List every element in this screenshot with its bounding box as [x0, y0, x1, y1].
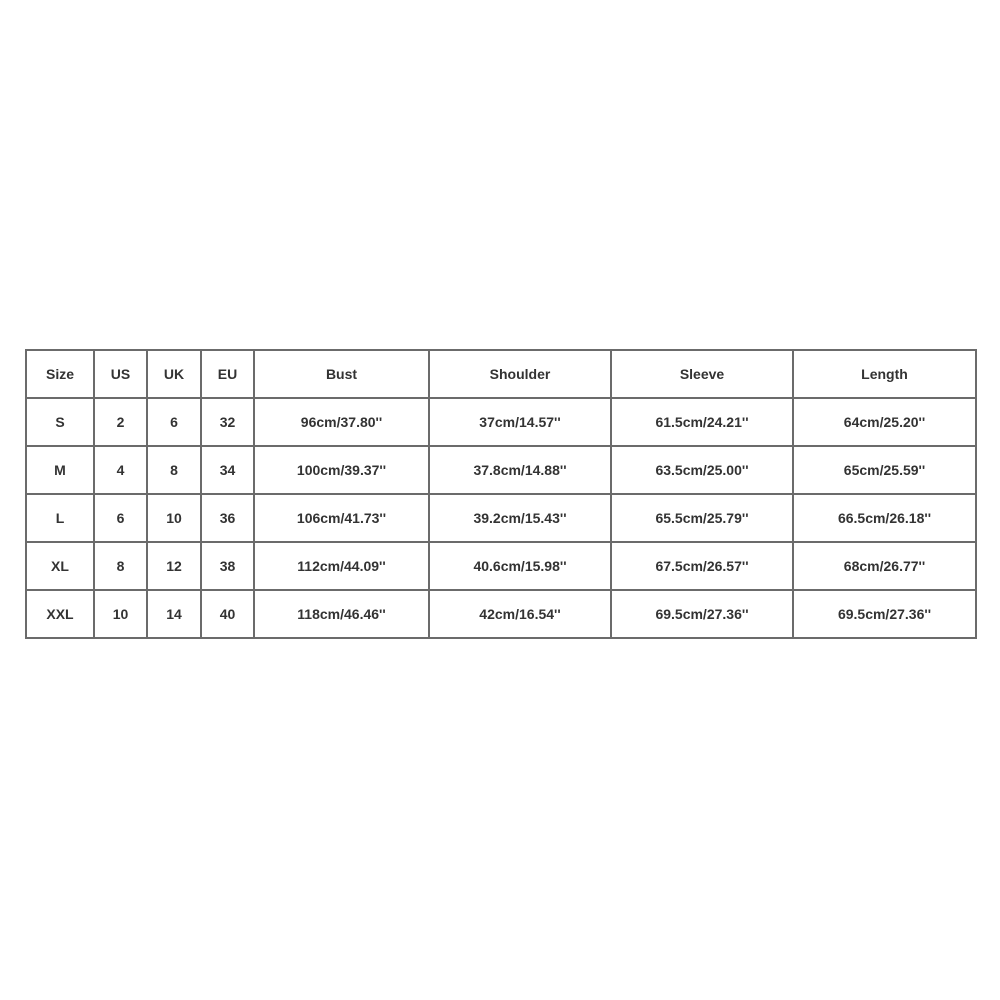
cell-sleeve: 63.5cm/25.00'' — [611, 446, 793, 494]
cell-length: 66.5cm/26.18'' — [793, 494, 976, 542]
cell-shoulder: 40.6cm/15.98'' — [429, 542, 611, 590]
table-row — [26, 398, 976, 446]
cell-length: 68cm/26.77'' — [793, 542, 976, 590]
cell-sleeve: 65.5cm/25.79'' — [611, 494, 793, 542]
cell-bust: 100cm/39.37'' — [254, 446, 429, 494]
cell-eu: 32 — [201, 398, 254, 446]
cell-size: XXL — [26, 590, 94, 638]
table-row — [26, 590, 976, 638]
cell-shoulder: 37cm/14.57'' — [429, 398, 611, 446]
cell-uk: 10 — [147, 494, 201, 542]
cell-shoulder: 39.2cm/15.43'' — [429, 494, 611, 542]
cell-bust: 112cm/44.09'' — [254, 542, 429, 590]
table-row — [26, 542, 976, 590]
cell-uk: 8 — [147, 446, 201, 494]
cell-uk: 12 — [147, 542, 201, 590]
cell-us: 4 — [94, 446, 147, 494]
header-size: Size — [26, 350, 94, 398]
cell-size: M — [26, 446, 94, 494]
cell-size: XL — [26, 542, 94, 590]
cell-uk: 14 — [147, 590, 201, 638]
cell-sleeve: 69.5cm/27.36'' — [611, 590, 793, 638]
cell-shoulder: 42cm/16.54'' — [429, 590, 611, 638]
cell-size: L — [26, 494, 94, 542]
cell-uk: 6 — [147, 398, 201, 446]
cell-us: 8 — [94, 542, 147, 590]
header-bust: Bust — [254, 350, 429, 398]
cell-eu: 36 — [201, 494, 254, 542]
header-uk: UK — [147, 350, 201, 398]
header-sleeve: Sleeve — [611, 350, 793, 398]
cell-sleeve: 61.5cm/24.21'' — [611, 398, 793, 446]
cell-size: S — [26, 398, 94, 446]
cell-us: 6 — [94, 494, 147, 542]
cell-bust: 106cm/41.73'' — [254, 494, 429, 542]
cell-eu: 40 — [201, 590, 254, 638]
cell-length: 65cm/25.59'' — [793, 446, 976, 494]
table-header-row — [26, 350, 976, 398]
header-us: US — [94, 350, 147, 398]
cell-length: 64cm/25.20'' — [793, 398, 976, 446]
size-chart-table — [25, 349, 977, 639]
header-shoulder: Shoulder — [429, 350, 611, 398]
cell-us: 2 — [94, 398, 147, 446]
cell-bust: 96cm/37.80'' — [254, 398, 429, 446]
header-eu: EU — [201, 350, 254, 398]
cell-shoulder: 37.8cm/14.88'' — [429, 446, 611, 494]
table-row — [26, 446, 976, 494]
cell-eu: 38 — [201, 542, 254, 590]
cell-bust: 118cm/46.46'' — [254, 590, 429, 638]
header-length: Length — [793, 350, 976, 398]
cell-eu: 34 — [201, 446, 254, 494]
cell-us: 10 — [94, 590, 147, 638]
cell-length: 69.5cm/27.36'' — [793, 590, 976, 638]
cell-sleeve: 67.5cm/26.57'' — [611, 542, 793, 590]
table-row — [26, 494, 976, 542]
